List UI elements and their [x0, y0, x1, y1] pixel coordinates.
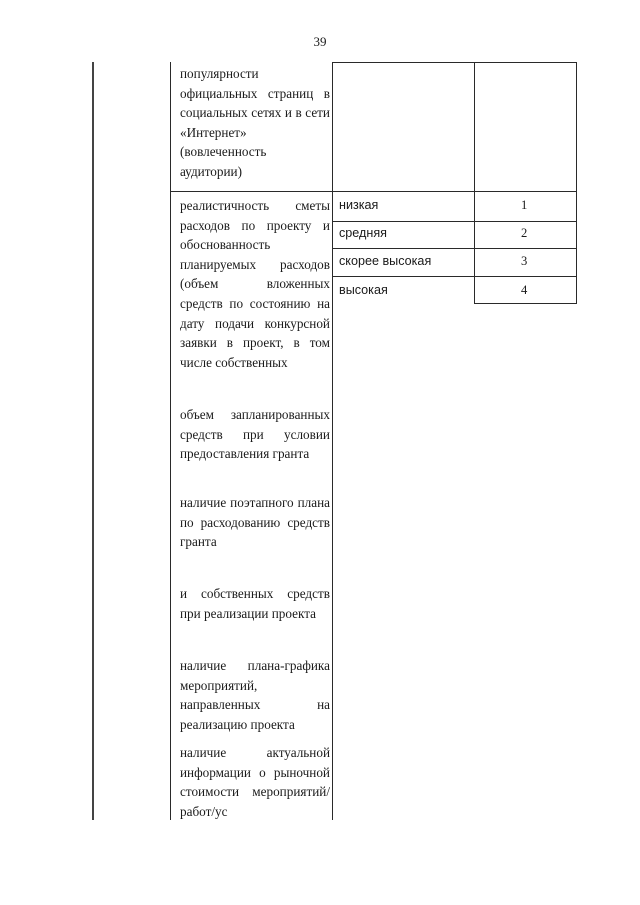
level-score: 1 [521, 198, 528, 212]
criterion-planned-funds: объем запланированных средств при условии предоставления гранта [180, 407, 330, 462]
level-label: средняя [339, 226, 387, 240]
page-number: 39 [313, 34, 327, 49]
level-label: скорее высокая [339, 254, 432, 268]
level-label: низкая [339, 198, 379, 212]
table-col-divider [332, 62, 333, 820]
criterion-budget-realism: реалистичность сметы расходов по проекту и обоснованность планируемых расходов (объем вложенных средств по состоянию на дату подачи конкурсной заявки в проект, в том числе собственных [180, 198, 330, 370]
table-left-border [92, 62, 94, 820]
criterion-schedule: наличие плана-графика мероприятий, направленных на реализацию проекта [180, 658, 330, 732]
table-row-divider [332, 276, 577, 277]
criterion-stage-plan: наличие поэтапного плана по расходованию средств гранта [180, 495, 330, 550]
level-score: 4 [521, 283, 528, 297]
table-row-divider [170, 191, 577, 192]
table-col-divider [474, 62, 475, 304]
level-score: 2 [521, 226, 528, 240]
table-row-divider [332, 248, 577, 249]
criterion-own-funds: и собственных средств при реализации проекта [180, 586, 330, 621]
level-label: высокая [339, 283, 388, 297]
table-col-divider [170, 62, 171, 820]
criterion-market-info: наличие актуальной информации о рыночной стоимости мероприятий/работ/ус [180, 745, 330, 819]
level-score: 3 [521, 254, 528, 268]
table-row-divider [332, 62, 577, 63]
table-row-divider [332, 221, 577, 222]
table-row-divider [474, 303, 577, 304]
criterion-popularity: популярности официальных страниц в социальных сетях и в сети «Интернет» (вовлеченность аудитории) [180, 66, 330, 179]
table-right-border [576, 62, 577, 304]
